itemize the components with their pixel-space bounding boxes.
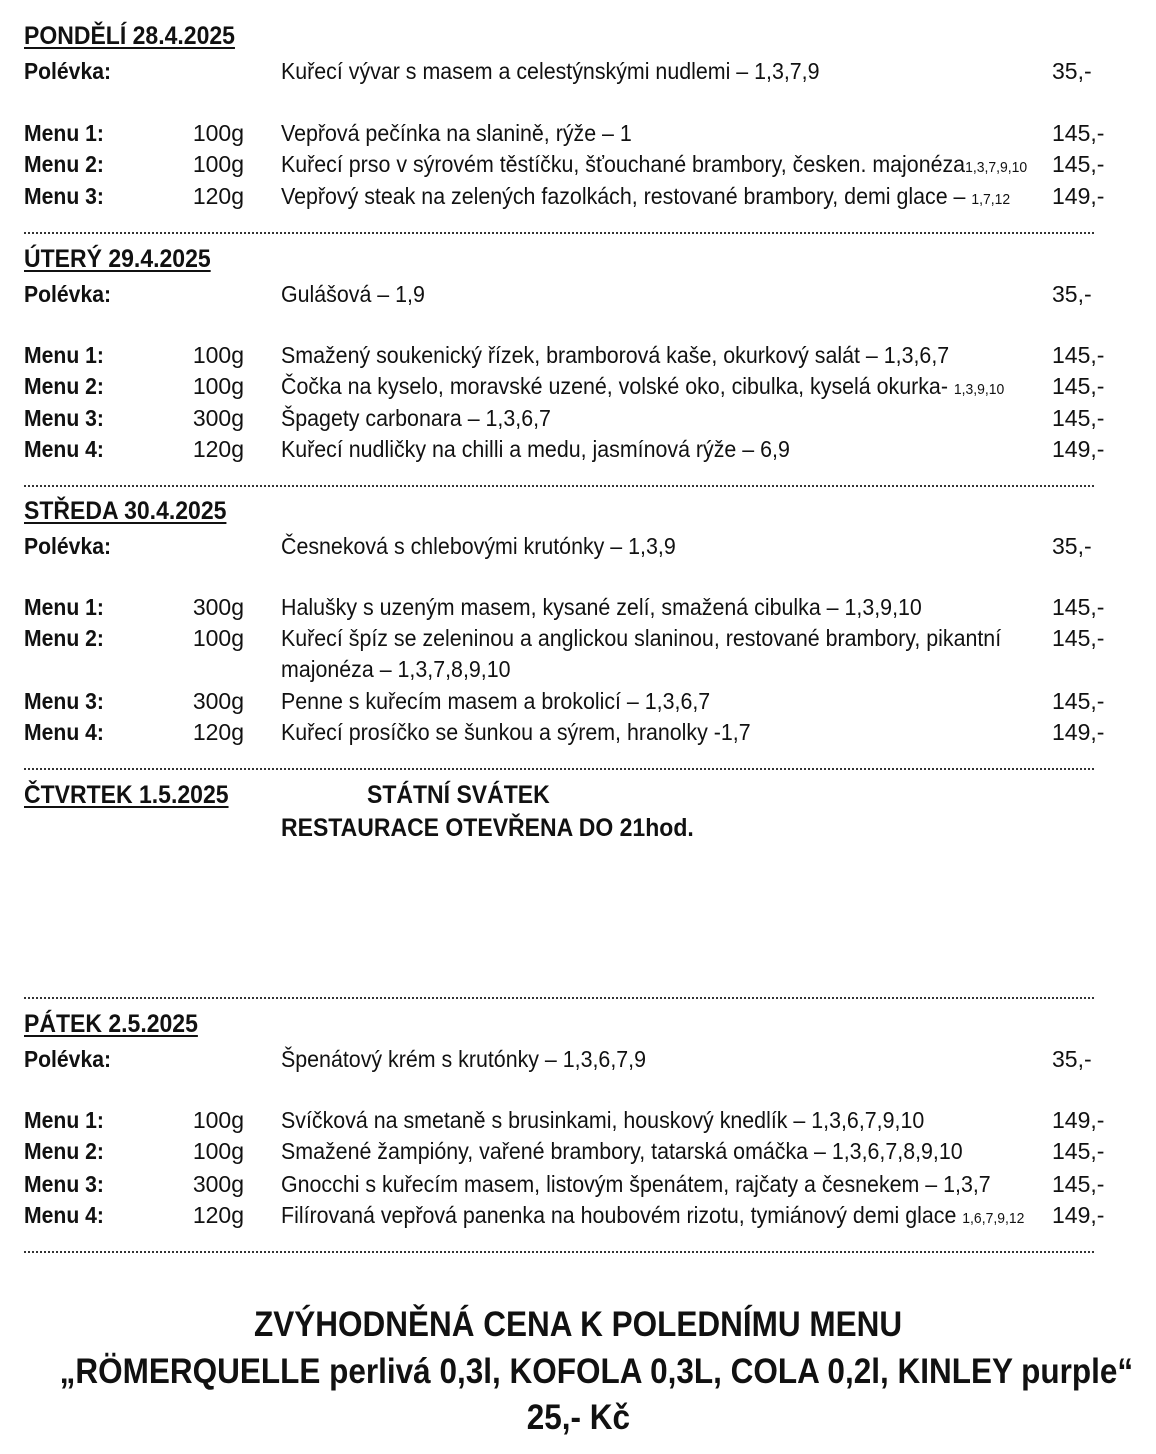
menu-dish — [281, 118, 997, 148]
menu-weight: 300g — [192, 594, 244, 620]
dish-text: Smažené žampióny, vařené brambory, tatarská omáčka – 1,3,6,7,8,9,10 — [281, 1138, 963, 1164]
dish-text: Čočka na kyselo, moravské uzené, volské oko, cibulka, kyselá okurka- — [281, 373, 954, 399]
dish-text: Vepřová pečínka na slanině, rýže – 1 — [281, 120, 632, 146]
dish-text: Svíčková na smetaně s brusinkami, houskový knedlík – 1,3,6,7,9,10 — [281, 1107, 925, 1133]
promo-text: ZVÝHODNĚNÁ CENA K POLEDNÍMU MENU — [253, 1305, 903, 1344]
soup-dish: Špenátový krém s krutónky – 1,3,6,7,9 — [281, 1046, 647, 1072]
dish-text: Halušky s uzeným masem, kysané zelí, smažená cibulka – 1,3,9,10 — [281, 594, 922, 620]
menu-dish — [281, 1136, 997, 1166]
menu-label: Menu 3: — [24, 183, 104, 209]
menu-weight: 100g — [192, 342, 244, 368]
menu-weight: 100g — [192, 120, 244, 146]
menu-price: 149,- — [1052, 1202, 1105, 1228]
soup-price: 35,- — [1052, 1046, 1092, 1072]
menu-weight: 300g — [192, 1171, 244, 1197]
allergen-codes: 1,6,7,9,12 — [962, 1210, 1025, 1227]
menu-label: Menu 3: — [24, 688, 104, 714]
soup-label: Polévka: — [24, 58, 112, 84]
menu-price: 145,- — [1052, 405, 1105, 431]
promo-line-2 — [0, 1352, 1156, 1392]
menu-price: 149,- — [1052, 719, 1105, 745]
menu-weight: 100g — [192, 151, 244, 177]
menu-row — [0, 1169, 1156, 1199]
dish-text: Vepřový steak na zelených fazolkách, restované brambory, demi glace – — [281, 183, 972, 209]
dish-text: Kuřecí prso v sýrovém těstíčku, šťouchané brambory, česken. majonéza — [281, 151, 966, 177]
menu-dish — [281, 340, 997, 370]
soup-label: Polévka: — [24, 533, 112, 559]
dotted-separator — [24, 485, 1094, 487]
menu-weight: 100g — [192, 1107, 244, 1133]
menu-dish — [281, 717, 997, 747]
dotted-separator — [24, 232, 1094, 234]
menu-price: 145,- — [1052, 594, 1105, 620]
menu-dish — [281, 434, 997, 464]
holiday-note: RESTAURACE OTEVŘENA DO 21hod. — [281, 814, 694, 842]
menu-row — [0, 371, 1156, 401]
menu-label: Menu 3: — [24, 405, 104, 431]
menu-price: 145,- — [1052, 342, 1105, 368]
menu-dish — [281, 623, 1025, 685]
soup-label: Polévka: — [24, 281, 112, 307]
menu-row — [0, 623, 1156, 682]
menu-label: Menu 3: — [24, 1171, 104, 1197]
menu-price: 149,- — [1052, 183, 1105, 209]
menu-label: Menu 4: — [24, 1202, 104, 1228]
menu-label: Menu 4: — [24, 436, 104, 462]
dotted-separator — [24, 768, 1094, 770]
dish-text: Špagety carbonara – 1,3,6,7 — [281, 405, 551, 431]
menu-weight: 100g — [192, 373, 244, 399]
menu-weight: 300g — [192, 688, 244, 714]
menu-dish — [281, 686, 997, 716]
soup-label: Polévka: — [24, 1046, 112, 1072]
menu-label: Menu 1: — [24, 594, 104, 620]
menu-label: Menu 2: — [24, 151, 104, 177]
menu-label: Menu 1: — [24, 342, 104, 368]
soup-dish: Gulášová – 1,9 — [281, 281, 425, 307]
soup-price: 35,- — [1052, 58, 1092, 84]
menu-label: Menu 2: — [24, 373, 104, 399]
allergen-codes: 1,7,12 — [971, 191, 1011, 208]
soup-row — [0, 279, 1156, 309]
soup-dish: Kuřecí vývar s masem a celestýnskými nudlemi – 1,3,7,9 — [281, 58, 820, 84]
day-heading: PONDĚLÍ 28.4.2025 — [24, 22, 235, 50]
menu-row — [0, 181, 1156, 211]
menu-dish — [281, 181, 1011, 215]
soup-price: 35,- — [1052, 281, 1092, 307]
holiday-title: STÁTNÍ SVÁTEK — [367, 781, 550, 809]
dish-text: Filírovaná vepřová panenka na houbovém rizotu, tymiánový demi glace — [281, 1202, 963, 1228]
menu-row — [0, 592, 1156, 622]
dish-text: Kuřecí nudličky na chilli a medu, jasmínová rýže – 6,9 — [281, 436, 790, 462]
menu-price: 145,- — [1052, 688, 1105, 714]
menu-dish — [281, 1169, 997, 1199]
menu-row — [0, 686, 1156, 716]
menu-label: Menu 1: — [24, 1107, 104, 1133]
menu-row — [0, 1136, 1156, 1166]
soup-row — [0, 531, 1156, 561]
menu-row — [0, 340, 1156, 370]
menu-price: 145,- — [1052, 1138, 1105, 1164]
menu-row — [0, 403, 1156, 433]
menu-weight: 120g — [192, 436, 244, 462]
menu-dish — [281, 371, 1005, 405]
menu-label: Menu 2: — [24, 1138, 104, 1164]
menu-price: 145,- — [1052, 625, 1105, 651]
menu-price: 145,- — [1052, 151, 1105, 177]
menu-weight: 120g — [192, 1202, 244, 1228]
menu-price: 145,- — [1052, 1171, 1105, 1197]
menu-row — [0, 1200, 1156, 1230]
day-heading: ČTVRTEK 1.5.2025 — [24, 781, 229, 809]
menu-weight: 300g — [192, 405, 244, 431]
day-heading: STŘEDA 30.4.2025 — [24, 497, 227, 525]
dish-text: Smažený soukenický řízek, bramborová kaše, okurkový salát – 1,3,6,7 — [281, 342, 950, 368]
dish-text: Penne s kuřecím masem a brokolicí – 1,3,6,7 — [281, 688, 711, 714]
promo-line-3 — [0, 1398, 1156, 1438]
menu-dish — [281, 1105, 997, 1135]
menu-weight: 120g — [192, 719, 244, 745]
allergen-codes: 1,3,9,10 — [953, 381, 1005, 398]
menu-weight: 120g — [192, 183, 244, 209]
menu-row — [0, 1105, 1156, 1135]
dotted-separator — [24, 1251, 1094, 1253]
menu-dish — [281, 149, 1028, 183]
menu-weight: 100g — [192, 625, 244, 651]
menu-dish — [281, 403, 997, 433]
menu-dish — [281, 1200, 1025, 1234]
soup-row — [0, 56, 1156, 86]
menu-weight: 100g — [192, 1138, 244, 1164]
menu-label: Menu 2: — [24, 625, 104, 651]
menu-row — [0, 118, 1156, 148]
menu-label: Menu 4: — [24, 719, 104, 745]
menu-row — [0, 434, 1156, 464]
menu-label: Menu 1: — [24, 120, 104, 146]
menu-dish — [281, 592, 997, 622]
dotted-separator — [24, 997, 1094, 999]
dish-text: Kuřecí prosíčko se šunkou a sýrem, hranolky -1,7 — [281, 719, 751, 745]
soup-row — [0, 1044, 1156, 1074]
soup-dish: Česneková s chlebovými krutónky – 1,3,9 — [281, 533, 676, 559]
promo-text: „RÖMERQUELLE perlivá 0,3l, KOFOLA 0,3L, COLA 0,2l, KINLEY purple“ — [59, 1352, 1134, 1391]
day-heading: ÚTERÝ 29.4.2025 — [24, 245, 211, 273]
allergen-codes: 1,3,7,9,10 — [965, 159, 1028, 176]
menu-price: 145,- — [1052, 120, 1105, 146]
day-heading: PÁTEK 2.5.2025 — [24, 1010, 198, 1038]
menu-price: 149,- — [1052, 1107, 1105, 1133]
menu-row — [0, 149, 1156, 179]
menu-price: 149,- — [1052, 436, 1105, 462]
soup-price: 35,- — [1052, 533, 1092, 559]
menu-price: 145,- — [1052, 373, 1105, 399]
dish-text: Kuřecí špíz se zeleninou a anglickou slaninou, restované brambory, pikantní majonéza – 1,3,7,8,9,10 — [281, 625, 1002, 682]
promo-text: 25,- Kč — [526, 1398, 630, 1437]
promo-line-1 — [0, 1305, 1156, 1345]
menu-row — [0, 717, 1156, 747]
dish-text: Gnocchi s kuřecím masem, listovým špenátem, rajčaty a česnekem – 1,3,7 — [281, 1171, 991, 1197]
